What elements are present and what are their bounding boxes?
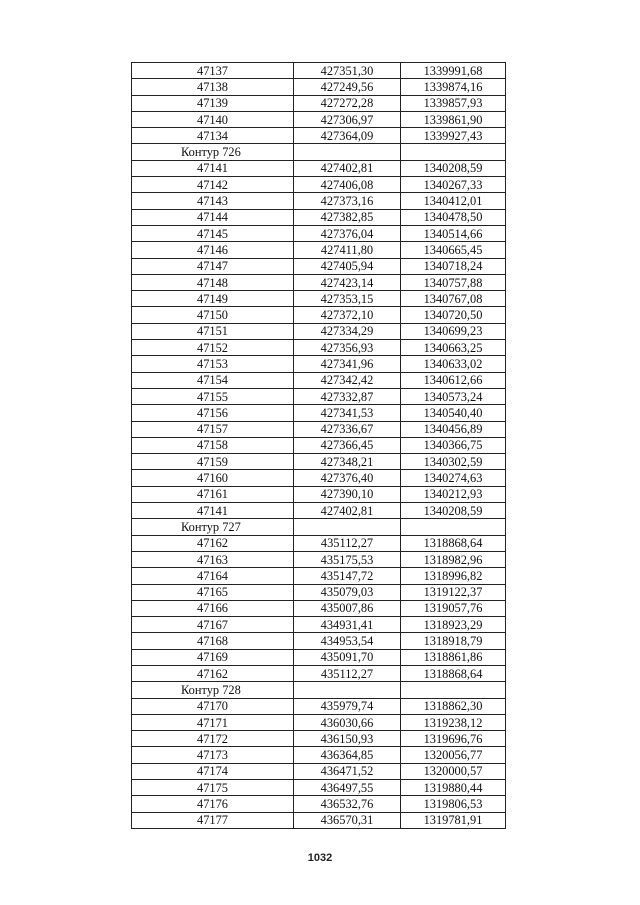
x-coordinate-cell: 427402,81 <box>294 160 401 176</box>
y-coordinate-cell: 1340412,01 <box>401 193 506 209</box>
x-coordinate-cell: 427376,04 <box>294 225 401 241</box>
point-id-cell: 47138 <box>132 79 294 95</box>
table-row <box>132 763 506 779</box>
point-id-cell: 47148 <box>132 274 294 290</box>
y-coordinate-cell: 1318862,30 <box>401 698 506 714</box>
contour-header-row <box>132 144 506 160</box>
table-row <box>132 79 506 95</box>
point-id-cell: 47175 <box>132 780 294 796</box>
table-row <box>132 535 506 551</box>
point-id-cell: 47154 <box>132 372 294 388</box>
contour-label: Контур 728 <box>132 682 294 698</box>
table-row <box>132 600 506 616</box>
table-row <box>132 437 506 453</box>
table-row <box>132 356 506 372</box>
y-coordinate-cell: 1319122,37 <box>401 584 506 600</box>
table-row <box>132 454 506 470</box>
x-coordinate-cell: 435147,72 <box>294 568 401 584</box>
y-coordinate-cell: 1318982,96 <box>401 551 506 567</box>
y-coordinate-cell: 1340718,24 <box>401 258 506 274</box>
point-id-cell: 47163 <box>132 551 294 567</box>
empty-cell <box>401 144 506 160</box>
table-row <box>132 193 506 209</box>
contour-header-row <box>132 682 506 698</box>
y-coordinate-cell: 1319057,76 <box>401 600 506 616</box>
point-id-cell: 47147 <box>132 258 294 274</box>
x-coordinate-cell: 427406,08 <box>294 177 401 193</box>
x-coordinate-cell: 427372,10 <box>294 307 401 323</box>
point-id-cell: 47168 <box>132 633 294 649</box>
x-coordinate-cell: 435175,53 <box>294 551 401 567</box>
point-id-cell: 47145 <box>132 225 294 241</box>
x-coordinate-cell: 427342,42 <box>294 372 401 388</box>
table-row <box>132 111 506 127</box>
y-coordinate-cell: 1340612,66 <box>401 372 506 388</box>
y-coordinate-cell: 1340208,59 <box>401 503 506 519</box>
x-coordinate-cell: 427373,16 <box>294 193 401 209</box>
table-row <box>132 731 506 747</box>
empty-cell <box>294 682 401 698</box>
x-coordinate-cell: 436532,76 <box>294 796 401 812</box>
point-id-cell: 47141 <box>132 503 294 519</box>
table-row <box>132 340 506 356</box>
x-coordinate-cell: 434953,54 <box>294 633 401 649</box>
x-coordinate-cell: 427376,40 <box>294 470 401 486</box>
table-row <box>132 225 506 241</box>
y-coordinate-cell: 1340663,25 <box>401 340 506 356</box>
x-coordinate-cell: 427341,53 <box>294 405 401 421</box>
x-coordinate-cell: 427402,81 <box>294 503 401 519</box>
table-row <box>132 388 506 404</box>
point-id-cell: 47161 <box>132 486 294 502</box>
point-id-cell: 47151 <box>132 323 294 339</box>
table-row <box>132 95 506 111</box>
point-id-cell: 47156 <box>132 405 294 421</box>
table-row <box>132 405 506 421</box>
table-row <box>132 780 506 796</box>
y-coordinate-cell: 1340573,24 <box>401 388 506 404</box>
x-coordinate-cell: 436150,93 <box>294 731 401 747</box>
table-row <box>132 649 506 665</box>
table-row <box>132 747 506 763</box>
y-coordinate-cell: 1340633,02 <box>401 356 506 372</box>
table-row <box>132 503 506 519</box>
x-coordinate-cell: 427351,30 <box>294 63 401 79</box>
y-coordinate-cell: 1320000,57 <box>401 763 506 779</box>
y-coordinate-cell: 1340540,40 <box>401 405 506 421</box>
y-coordinate-cell: 1340456,89 <box>401 421 506 437</box>
point-id-cell: 47172 <box>132 731 294 747</box>
table-row <box>132 128 506 144</box>
table-row <box>132 714 506 730</box>
x-coordinate-cell: 427272,28 <box>294 95 401 111</box>
y-coordinate-cell: 1320056,77 <box>401 747 506 763</box>
y-coordinate-cell: 1340267,33 <box>401 177 506 193</box>
table-row <box>132 209 506 225</box>
point-id-cell: 47134 <box>132 128 294 144</box>
table-row <box>132 812 506 828</box>
point-id-cell: 47150 <box>132 307 294 323</box>
x-coordinate-cell: 436030,66 <box>294 714 401 730</box>
x-coordinate-cell: 427390,10 <box>294 486 401 502</box>
table-row <box>132 551 506 567</box>
point-id-cell: 47141 <box>132 160 294 176</box>
table-row <box>132 568 506 584</box>
x-coordinate-cell: 427405,94 <box>294 258 401 274</box>
point-id-cell: 47152 <box>132 340 294 356</box>
contour-label: Контур 727 <box>132 519 294 535</box>
table-row <box>132 291 506 307</box>
table-row <box>132 617 506 633</box>
point-id-cell: 47158 <box>132 437 294 453</box>
y-coordinate-cell: 1319806,53 <box>401 796 506 812</box>
x-coordinate-cell: 427366,45 <box>294 437 401 453</box>
y-coordinate-cell: 1340767,08 <box>401 291 506 307</box>
y-coordinate-cell: 1340274,63 <box>401 470 506 486</box>
y-coordinate-cell: 1340302,59 <box>401 454 506 470</box>
point-id-cell: 47146 <box>132 242 294 258</box>
coordinates-table-body <box>132 63 506 829</box>
x-coordinate-cell: 434931,41 <box>294 617 401 633</box>
empty-cell <box>401 519 506 535</box>
x-coordinate-cell: 427306,97 <box>294 111 401 127</box>
y-coordinate-cell: 1318861,86 <box>401 649 506 665</box>
table-row <box>132 63 506 79</box>
point-id-cell: 47137 <box>132 63 294 79</box>
y-coordinate-cell: 1339861,90 <box>401 111 506 127</box>
point-id-cell: 47177 <box>132 812 294 828</box>
x-coordinate-cell: 427334,29 <box>294 323 401 339</box>
x-coordinate-cell: 427348,21 <box>294 454 401 470</box>
point-id-cell: 47174 <box>132 763 294 779</box>
x-coordinate-cell: 435979,74 <box>294 698 401 714</box>
y-coordinate-cell: 1339874,16 <box>401 79 506 95</box>
x-coordinate-cell: 427423,14 <box>294 274 401 290</box>
y-coordinate-cell: 1340212,93 <box>401 486 506 502</box>
y-coordinate-cell: 1340720,50 <box>401 307 506 323</box>
x-coordinate-cell: 436471,52 <box>294 763 401 779</box>
page-number: 1032 <box>307 852 333 864</box>
y-coordinate-cell: 1319238,12 <box>401 714 506 730</box>
table-row <box>132 177 506 193</box>
table-row <box>132 470 506 486</box>
x-coordinate-cell: 427356,93 <box>294 340 401 356</box>
table-row <box>132 307 506 323</box>
x-coordinate-cell: 427332,87 <box>294 388 401 404</box>
x-coordinate-cell: 427411,80 <box>294 242 401 258</box>
point-id-cell: 47140 <box>132 111 294 127</box>
y-coordinate-cell: 1340208,59 <box>401 160 506 176</box>
x-coordinate-cell: 435112,27 <box>294 535 401 551</box>
y-coordinate-cell: 1319781,91 <box>401 812 506 828</box>
x-coordinate-cell: 427249,56 <box>294 79 401 95</box>
y-coordinate-cell: 1318923,29 <box>401 617 506 633</box>
y-coordinate-cell: 1340478,50 <box>401 209 506 225</box>
point-id-cell: 47173 <box>132 747 294 763</box>
point-id-cell: 47164 <box>132 568 294 584</box>
point-id-cell: 47170 <box>132 698 294 714</box>
table-row <box>132 372 506 388</box>
x-coordinate-cell: 427341,96 <box>294 356 401 372</box>
contour-header-row <box>132 519 506 535</box>
point-id-cell: 47153 <box>132 356 294 372</box>
x-coordinate-cell: 435112,27 <box>294 665 401 681</box>
point-id-cell: 47139 <box>132 95 294 111</box>
table-row <box>132 323 506 339</box>
point-id-cell: 47155 <box>132 388 294 404</box>
x-coordinate-cell: 435091,70 <box>294 649 401 665</box>
y-coordinate-cell: 1319696,76 <box>401 731 506 747</box>
table-row <box>132 633 506 649</box>
y-coordinate-cell: 1340757,88 <box>401 274 506 290</box>
table-row <box>132 258 506 274</box>
point-id-cell: 47149 <box>132 291 294 307</box>
table-row <box>132 796 506 812</box>
point-id-cell: 47165 <box>132 584 294 600</box>
x-coordinate-cell: 435007,86 <box>294 600 401 616</box>
y-coordinate-cell: 1318918,79 <box>401 633 506 649</box>
point-id-cell: 47157 <box>132 421 294 437</box>
table-row <box>132 698 506 714</box>
point-id-cell: 47171 <box>132 714 294 730</box>
table-row <box>132 665 506 681</box>
point-id-cell: 47142 <box>132 177 294 193</box>
x-coordinate-cell: 435079,03 <box>294 584 401 600</box>
y-coordinate-cell: 1340699,23 <box>401 323 506 339</box>
point-id-cell: 47176 <box>132 796 294 812</box>
x-coordinate-cell: 427336,67 <box>294 421 401 437</box>
x-coordinate-cell: 436570,31 <box>294 812 401 828</box>
x-coordinate-cell: 436364,85 <box>294 747 401 763</box>
y-coordinate-cell: 1318868,64 <box>401 535 506 551</box>
y-coordinate-cell: 1340514,66 <box>401 225 506 241</box>
y-coordinate-cell: 1340665,45 <box>401 242 506 258</box>
coordinates-table <box>131 62 506 829</box>
point-id-cell: 47162 <box>132 535 294 551</box>
table-row <box>132 160 506 176</box>
empty-cell <box>294 144 401 160</box>
table-row <box>132 486 506 502</box>
x-coordinate-cell: 436497,55 <box>294 780 401 796</box>
y-coordinate-cell: 1339991,68 <box>401 63 506 79</box>
y-coordinate-cell: 1318996,82 <box>401 568 506 584</box>
table-row <box>132 421 506 437</box>
y-coordinate-cell: 1339927,43 <box>401 128 506 144</box>
point-id-cell: 47144 <box>132 209 294 225</box>
y-coordinate-cell: 1319880,44 <box>401 780 506 796</box>
table-row <box>132 584 506 600</box>
point-id-cell: 47143 <box>132 193 294 209</box>
x-coordinate-cell: 427382,85 <box>294 209 401 225</box>
point-id-cell: 47160 <box>132 470 294 486</box>
y-coordinate-cell: 1318868,64 <box>401 665 506 681</box>
x-coordinate-cell: 427364,09 <box>294 128 401 144</box>
point-id-cell: 47169 <box>132 649 294 665</box>
y-coordinate-cell: 1340366,75 <box>401 437 506 453</box>
point-id-cell: 47159 <box>132 454 294 470</box>
empty-cell <box>294 519 401 535</box>
x-coordinate-cell: 427353,15 <box>294 291 401 307</box>
table-row <box>132 242 506 258</box>
table-row <box>132 274 506 290</box>
contour-label: Контур 726 <box>132 144 294 160</box>
empty-cell <box>401 682 506 698</box>
point-id-cell: 47167 <box>132 617 294 633</box>
point-id-cell: 47162 <box>132 665 294 681</box>
point-id-cell: 47166 <box>132 600 294 616</box>
y-coordinate-cell: 1339857,93 <box>401 95 506 111</box>
